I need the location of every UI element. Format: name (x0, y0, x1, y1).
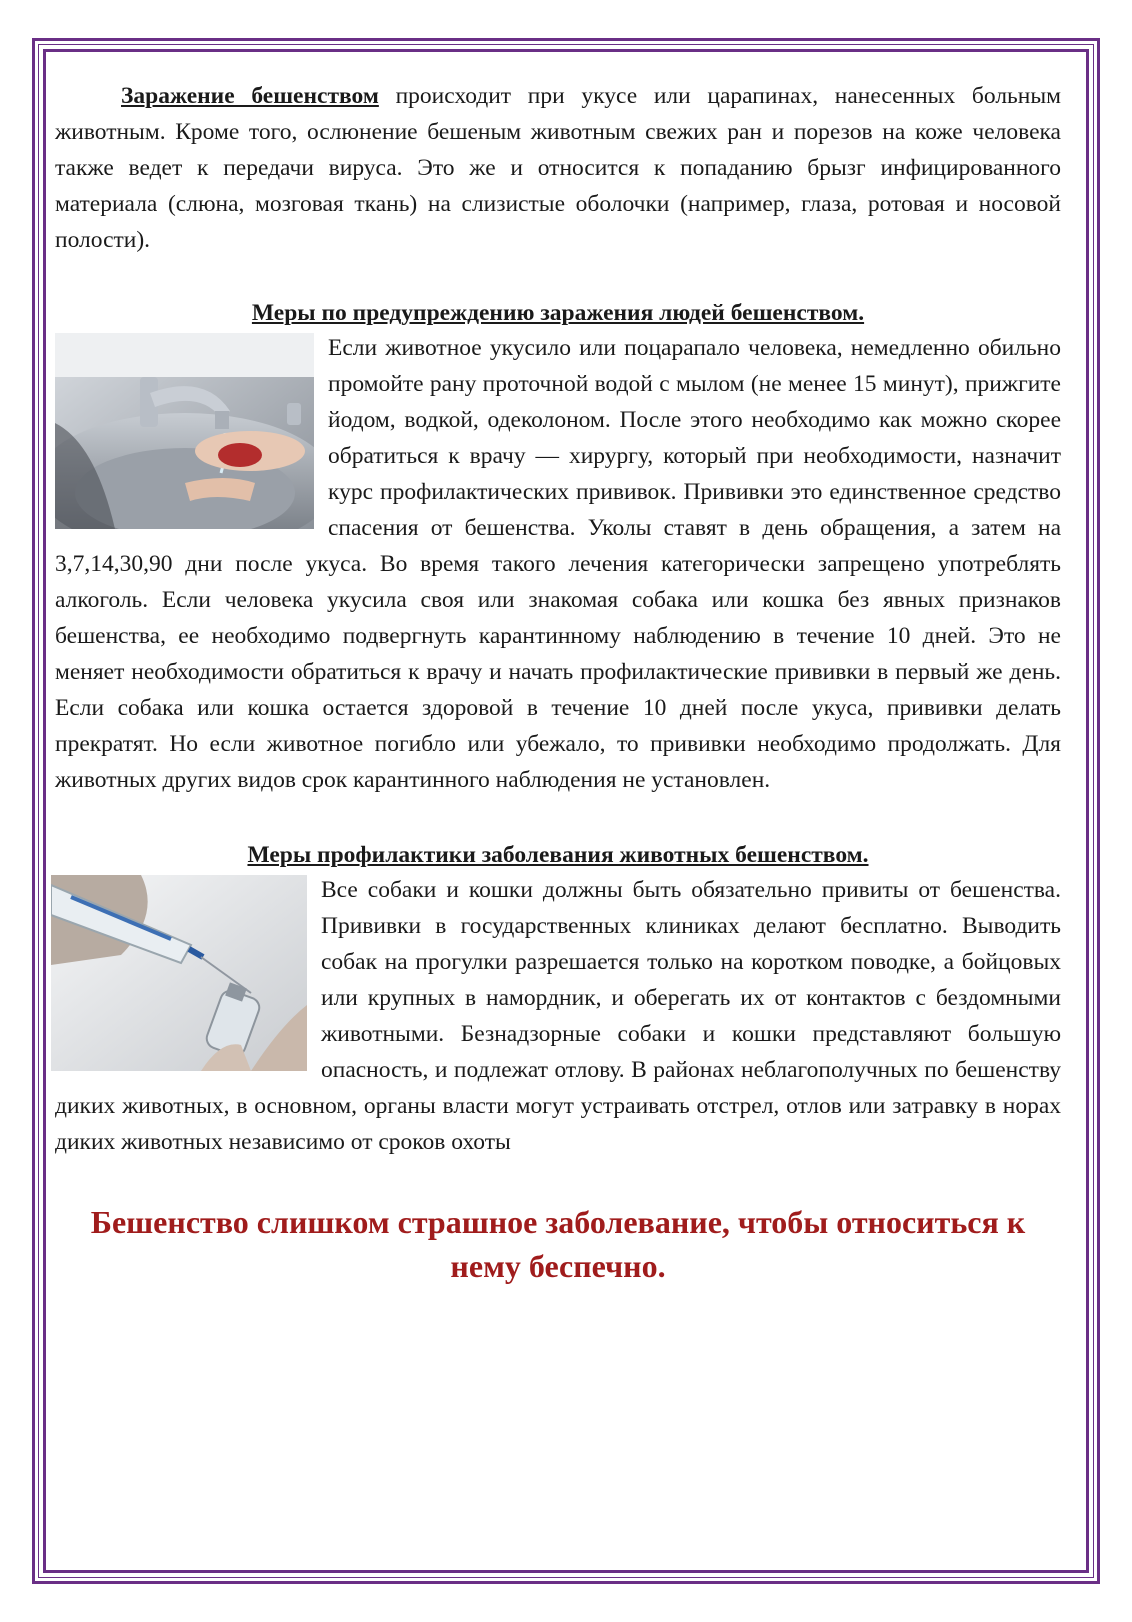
section-people-heading: Меры по предупреждению заражения людей бешенством. (251, 300, 865, 326)
section-animals-text: Все собаки и кошки должны быть обязательно привиты от бешенства. Прививки в государственных клиниках делают бесплатно. Выводить собак на прогулки разрешается только на коротком поводке, а бойцовых или крупных в намордник, и оберегать их от контактов с бездомными животными. Безнадзорные собаки и кошки представляют большую опасность, и подлежат отлову. В районах неблагополучных по бешенству диких животных, в основном, органы власти могут устраивать отстрел, отлов или затравку в норах диких животных независимо от сроков охоты (55, 877, 1061, 1155)
warning-text: Бешенство слишком страшное заболевание, чтобы относиться к нему беспечно. (90, 1204, 1026, 1284)
intro-paragraph (55, 78, 1061, 258)
hand-washing-photo-icon (55, 333, 314, 529)
syringe-vial-photo-icon (51, 875, 307, 1071)
content (55, 78, 1061, 1288)
section-people-text: Если животное укусило или поцарапало человека, немедленно обильно промойте рану проточной водой с мылом (не менее 15 минут), прижгите йодом, водкой, одеколоном. После этого необходимо как можно скорее обратиться к врачу — хирургу, который при необходимости, назначит курс профилактических прививок. Прививки это единственное средство спасения от бешенства. Уколы ставят в день обращения, а затем на 3,7,14,30,90 дни после укуса. Во время такого лечения категорически запрещено употреблять алкоголь. Если человека укусила своя или знакомая собака или кошка без явных признаков бешенства, ее необходимо подвергнуть карантинному наблюдению в течение 10 дней. Это не меняет необходимости обратиться к врачу и начать профилактические прививки в первый же день. Если собака или кошка остается здоровой в течение 10 дней после укуса, прививки делать прекратят. Но если животное погибло или убежало, то прививки необходимо продолжать. Для животных других видов срок карантинного наблюдения не установлен. (55, 335, 1061, 793)
intro-text: происходит при укусе или царапинах, нанесенных больным животным. Кроме того, ослюнение бешеным животным свежих ран и порезов на коже человека также ведет к передачи вируса. Это же и относится к попаданию брызг инфицированного материала (слюна, мозговая ткань) на слизистые оболочки (например, глаза, ротовая и носовой полости). (55, 83, 1062, 253)
section-animals-heading: Меры профилактики заболевания животных бешенством. (247, 842, 869, 868)
intro-term: Заражение бешенством (121, 83, 379, 109)
